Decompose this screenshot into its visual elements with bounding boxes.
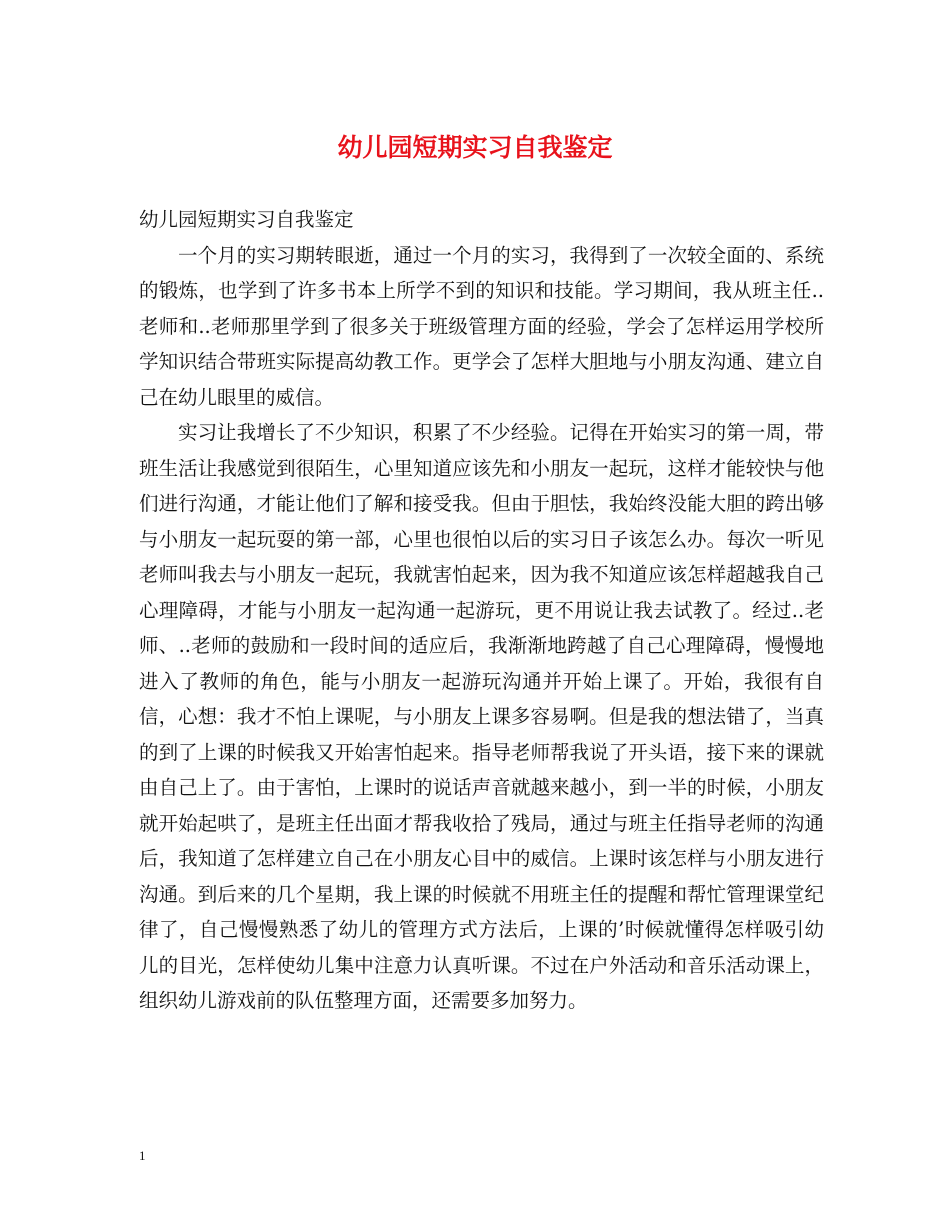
page-number: 1 [139, 1148, 146, 1163]
document-subtitle: 幼儿园短期实习自我鉴定 [139, 208, 354, 231]
document-title: 幼儿园短期实习自我鉴定 [337, 133, 613, 162]
document-body [139, 202, 824, 1019]
paragraph-2: 实习让我增长了不少知识，积累了不少经验。记得在开始实习的第一周，带班生活让我感觉到很陌生，心里知道应该先和小朋友一起玩，这样才能较快与他们进行沟通，才能让他们了解和接受我。但由于胆怯，我始终没能大胆的跨出够与小朋友一起玩耍的第一部，心里也很怕以后的实习日子该怎么办。每次一听见老师叫我去与小朋友一起玩，我就害怕起来，因为我不知道应该怎样超越我自己心理障碍，才能与小朋友一起沟通一起游玩，更不用说让我去试教了。经过..老师、..老师的鼓励和一段时间的适应后，我渐渐地跨越了自己心理障碍，慢慢地进入了教师的角色，能与小朋友一起游玩沟通并开始上课了。开始，我很有自信，心想：我才不怕上课呢，与小朋友上课多容易啊。但是我的想法错了，当真的到了上课的时候我又开始害怕起来。指导老师帮我说了开头语，接下来的课就由自己上了。由于害怕，上课时的说话声音就越来越小，到一半的时候，小朋友就开始起哄了，是班主任出面才帮我收拾了残局，通过与班主任指导老师的沟通后，我知道了怎样建立自己在小朋友心目中的威信。上课时该怎样与小朋友进行沟通。到后来的几个星期，我上课的时候就不用班主任的提醒和帮忙管理课堂纪律了，自己慢慢熟悉了幼儿的管理方式方法后，上课的’时候就懂得怎样吸引幼儿的目光，怎样使幼儿集中注意力认真听课。不过在户外活动和音乐活动课上，组织幼儿游戏前的队伍整理方面，还需要多加努力。 [139, 421, 824, 1012]
paragraph-1: 一个月的实习期转眼逝，通过一个月的实习，我得到了一次较全面的、系统的锻炼，也学到了许多书本上所学不到的知识和技能。学习期间，我从班主任..老师和..老师那里学到了很多关于班级管理方面的经验，学会了怎样运用学校所学知识结合带班实际提高幼教工作。更学会了怎样大胆地与小朋友沟通、建立自己在幼儿眼里的威信。 [139, 243, 824, 409]
